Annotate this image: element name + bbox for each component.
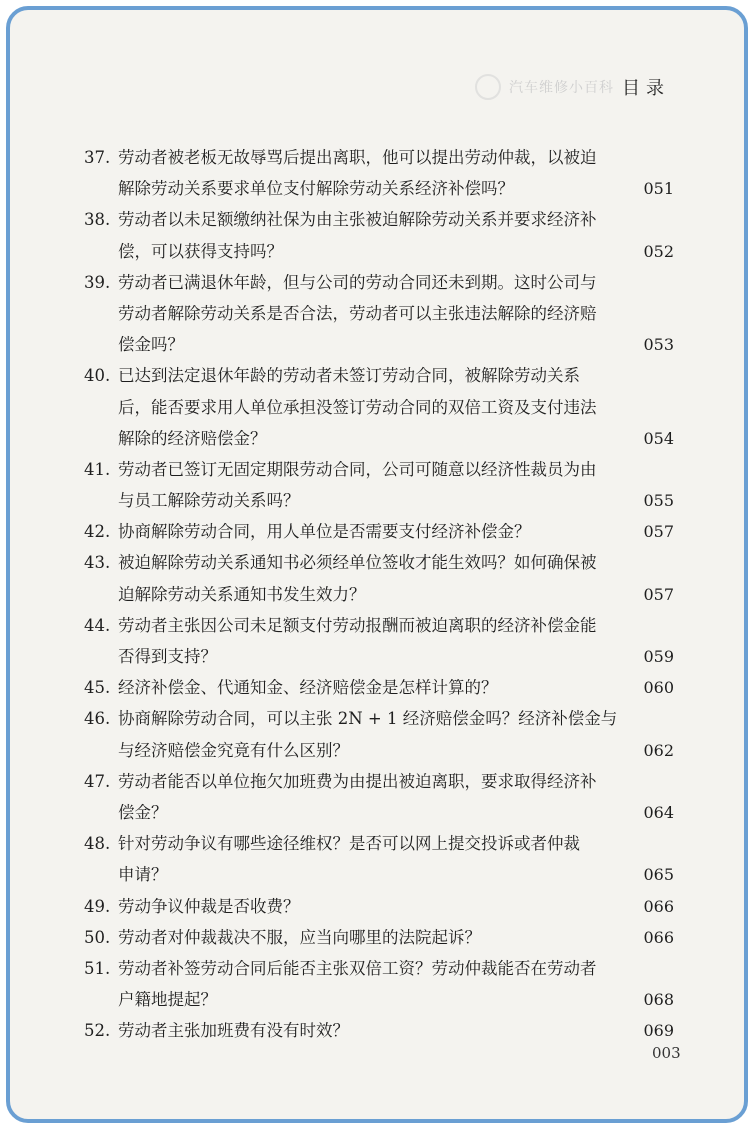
toc-entry-page: 059	[643, 647, 674, 666]
toc-entry-line	[84, 703, 674, 734]
toc-entry[interactable]	[84, 610, 674, 672]
toc-entry-line	[84, 392, 674, 423]
toc-entry[interactable]	[84, 360, 674, 454]
toc-entry-line	[84, 329, 674, 360]
toc-entry-line	[84, 672, 674, 703]
toc-entry-page: 065	[643, 865, 674, 885]
series-logo-icon	[475, 74, 501, 100]
toc-entry-line	[84, 454, 674, 485]
toc-entry[interactable]	[84, 828, 674, 890]
toc-entry-title: 偿金？	[118, 802, 168, 822]
toc-entry-title: 协商解除劳动合同，用人单位是否需要支付经济补偿金？	[118, 522, 531, 542]
toc-entry-line	[84, 610, 674, 641]
toc-entry-number: 52.	[84, 1021, 111, 1041]
toc-entry-line	[84, 735, 674, 766]
toc-entry-line	[84, 579, 674, 610]
toc-entry-line	[84, 984, 674, 1015]
toc-entry-number: 41.	[84, 459, 111, 479]
toc-entry-title: 劳动者主张加班费有没有时效？	[118, 1021, 349, 1041]
toc-entry-number: 51.	[84, 958, 111, 978]
toc-entry-page: 068	[643, 990, 674, 1010]
toc-entry-number: 46.	[84, 709, 111, 729]
running-header	[475, 74, 670, 100]
section-title: 目录	[622, 78, 670, 99]
toc-entry-number: 49.	[84, 896, 111, 916]
toc-entry-title: 经济补偿金、代通知金、经济赔偿金是怎样计算的？	[118, 678, 498, 698]
toc-entry-title: 劳动者解除劳动关系是否合法，劳动者可以主张违法解除的经济赔	[118, 303, 597, 323]
toc-entry-line	[84, 204, 674, 235]
toc-entry-line	[84, 267, 674, 298]
toc-entry-title: 劳动者已满退休年龄，但与公司的劳动合同还未到期。这时公司与	[118, 272, 597, 292]
toc-entry-number: 45.	[84, 678, 111, 698]
toc-entry-line	[84, 236, 674, 267]
toc-entry-line	[84, 641, 674, 672]
toc-entry[interactable]	[84, 703, 674, 765]
series-title: 汽车维修小百科	[509, 80, 614, 96]
toc-entry-page: 066	[643, 896, 674, 916]
toc-entry-page: 064	[643, 802, 674, 822]
toc-entry-title: 劳动者被老板无故辱骂后提出离职，他可以提出劳动仲裁，以被迫	[118, 148, 597, 167]
toc-entry-number: 43.	[84, 553, 111, 573]
toc-entry-page: 066	[643, 927, 674, 947]
toc-entry-page: 062	[643, 740, 674, 760]
toc-entry-line	[84, 547, 674, 578]
toc-entry[interactable]	[84, 454, 674, 516]
toc-entry[interactable]	[84, 204, 674, 266]
toc-entry-line	[84, 1015, 674, 1046]
toc-entry-title: 偿金吗？	[118, 335, 184, 355]
toc-entry-title: 解除的经济赔偿金？	[118, 428, 267, 448]
toc-entry-title: 解除劳动关系要求单位支付解除劳动关系经济补偿吗？	[118, 179, 514, 199]
toc-entry-title: 劳动争议仲裁是否收费？	[118, 896, 300, 916]
page-frame	[6, 6, 748, 1123]
toc-entry-page: 053	[643, 335, 674, 355]
toc-entry[interactable]	[84, 891, 674, 922]
toc-entry[interactable]	[84, 953, 674, 1015]
toc-entry-line	[84, 485, 674, 516]
toc-entry-page: 055	[643, 491, 674, 511]
toc-entry[interactable]	[84, 267, 674, 361]
toc-entry-title: 劳动者补签劳动合同后能否主张双倍工资？劳动仲裁能否在劳动者	[118, 958, 597, 978]
toc-entry-line	[84, 298, 674, 329]
toc-entry-line	[84, 922, 674, 953]
toc-entry-line	[84, 797, 674, 828]
toc-entry-line	[84, 953, 674, 984]
page-number: 003	[652, 1044, 681, 1062]
toc-entry[interactable]	[84, 672, 674, 703]
toc-entry-number: 42.	[84, 522, 111, 542]
toc-entry-title: 劳动者已签订无固定期限劳动合同，公司可随意以经济性裁员为由	[118, 459, 597, 479]
toc-entry-line	[84, 360, 674, 391]
toc-entry-title: 申请？	[118, 865, 168, 885]
toc-entry-number: 50.	[84, 927, 111, 947]
toc-entry-page: 057	[643, 584, 674, 604]
toc-entry-title: 针对劳动争议有哪些途径维权？是否可以网上提交投诉或者仲裁	[118, 834, 580, 854]
toc-entry-line	[84, 423, 674, 454]
toc-entry[interactable]	[84, 516, 674, 547]
toc-entry-number: 38.	[84, 210, 111, 230]
toc-entry[interactable]	[84, 142, 674, 204]
toc-entry-title: 已达到法定退休年龄的劳动者未签订劳动合同，被解除劳动关系	[118, 366, 580, 386]
toc-entry-title: 与员工解除劳动关系吗？	[118, 491, 300, 511]
toc-entry-title: 偿，可以获得支持吗？	[118, 241, 283, 261]
toc-entry-page: 069	[643, 1021, 674, 1041]
toc-entry-title: 劳动者以未足额缴纳社保为由主张被迫解除劳动关系并要求经济补	[118, 210, 597, 230]
toc-entry[interactable]	[84, 547, 674, 609]
toc-entry-line	[84, 766, 674, 797]
toc-entry-title: 劳动者能否以单位拖欠加班费为由提出被迫离职，要求取得经济补	[118, 771, 597, 791]
toc-entry-title: 户籍地提起？	[118, 990, 217, 1010]
toc-entry-line	[84, 828, 674, 859]
toc-entry-title: 劳动者对仲裁裁决不服，应当向哪里的法院起诉？	[118, 927, 481, 947]
toc-entry-title: 迫解除劳动关系通知书发生效力？	[118, 584, 366, 604]
toc-entry-title: 否得到支持？	[118, 647, 217, 666]
toc-entry-number: 37.	[84, 148, 111, 167]
toc-entry-title: 协商解除劳动合同，可以主张 2N + 1 经济赔偿金吗？经济补偿金与	[118, 709, 618, 729]
toc-entry[interactable]	[84, 766, 674, 828]
toc-entry-page: 060	[643, 678, 674, 698]
toc-entry-title: 与经济赔偿金究竟有什么区别？	[118, 740, 349, 760]
toc-entry-page: 057	[643, 522, 674, 542]
toc-entry-title: 后，能否要求用人单位承担没签订劳动合同的双倍工资及支付违法	[118, 397, 597, 417]
toc-entry-line	[84, 173, 674, 204]
toc-entry-page: 051	[643, 179, 674, 199]
toc-entry-number: 39.	[84, 272, 111, 292]
toc-entry-number: 48.	[84, 834, 111, 854]
table-of-contents	[10, 142, 744, 1046]
toc-entry-number: 47.	[84, 771, 111, 791]
toc-entry-line	[84, 516, 674, 547]
toc-entry-title: 被迫解除劳动关系通知书必须经单位签收才能生效吗？如何确保被	[118, 553, 597, 573]
toc-entry[interactable]	[84, 1015, 674, 1046]
toc-entry-number: 44.	[84, 615, 111, 635]
toc-entry-page: 054	[643, 428, 674, 448]
toc-entry[interactable]	[84, 922, 674, 953]
toc-entry-line	[84, 859, 674, 890]
toc-entry-line	[84, 142, 674, 173]
toc-entry-page: 052	[643, 241, 674, 261]
toc-entry-title: 劳动者主张因公司未足额支付劳动报酬而被迫离职的经济补偿金能	[118, 615, 597, 635]
toc-entry-number: 40.	[84, 366, 111, 386]
toc-entry-line	[84, 891, 674, 922]
